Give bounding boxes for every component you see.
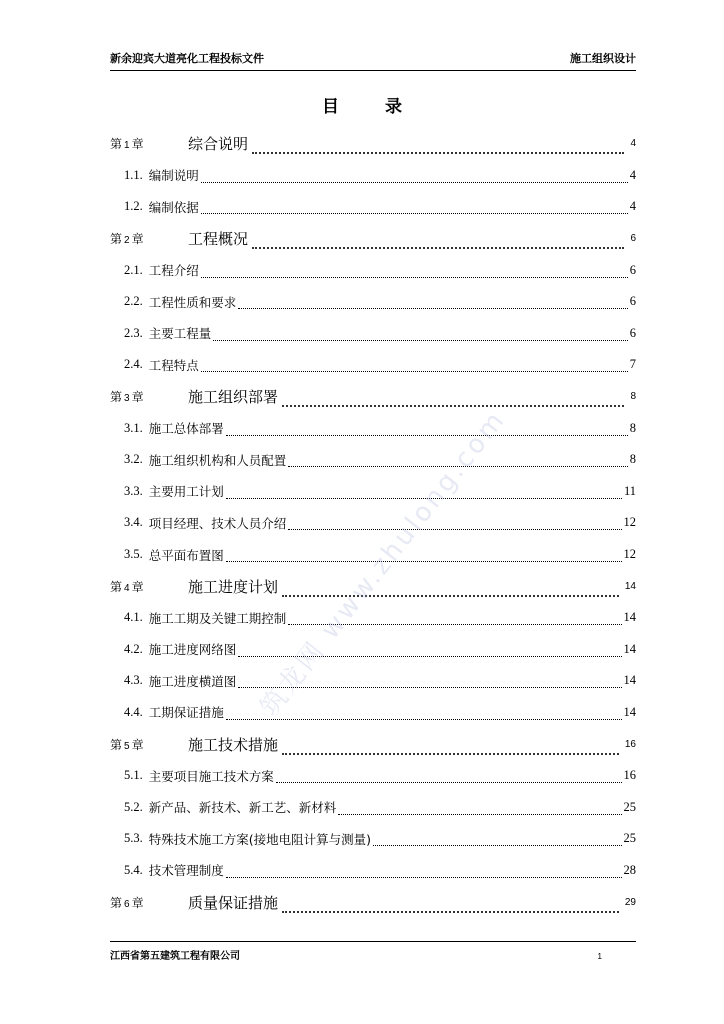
chapter-page: 4 xyxy=(630,138,636,150)
chapter-suffix: 章 xyxy=(131,232,144,247)
dot-leader xyxy=(201,203,628,214)
section-title: 新产品、新技术、新工艺、新材料 xyxy=(148,800,337,816)
chapter-prefix: 第 xyxy=(110,895,123,910)
section-number: 4.3. xyxy=(124,673,143,688)
section-page: 25 xyxy=(623,799,636,814)
section-title: 施工总体部署 xyxy=(148,421,224,437)
section-page: 11 xyxy=(623,483,636,498)
chapter-page: 29 xyxy=(624,896,636,908)
section-title: 主要项目施工技术方案 xyxy=(148,768,274,784)
footer-company: 江西省第五建筑工程有限公司 xyxy=(110,951,240,962)
chapter-suffix: 章 xyxy=(131,390,144,405)
toc-section-entry[interactable] xyxy=(110,507,636,539)
chapter-suffix: 章 xyxy=(131,737,144,752)
chapter-prefix: 第 xyxy=(110,137,123,152)
section-number: 5.4. xyxy=(124,862,143,877)
chapter-prefix: 第 xyxy=(110,390,123,405)
dot-leader xyxy=(226,709,622,720)
table-of-contents xyxy=(110,128,636,918)
toc-section-entry[interactable] xyxy=(110,476,636,508)
toc-section-entry[interactable] xyxy=(110,760,636,792)
dot-leader xyxy=(282,392,624,407)
toc-chapter-entry[interactable] xyxy=(110,886,636,918)
section-title: 主要用工计划 xyxy=(148,484,224,500)
toc-title: 目 录 xyxy=(322,97,422,117)
watermark-text: 筑龙网 www.zhulong.com xyxy=(254,404,512,723)
toc-chapter-entry[interactable] xyxy=(110,570,636,602)
dot-leader xyxy=(238,677,621,688)
section-page: 4 xyxy=(629,199,636,214)
section-title: 施工工期及关键工期控制 xyxy=(148,610,287,626)
section-number: 3.3. xyxy=(124,483,143,498)
page-header xyxy=(110,50,636,71)
section-title: 工期保证措施 xyxy=(148,705,224,721)
dot-leader xyxy=(252,139,624,154)
section-page: 14 xyxy=(623,641,636,656)
dot-leader xyxy=(226,425,628,436)
header-section-title: 施工组织设计 xyxy=(570,52,636,65)
section-number: 3.4. xyxy=(124,515,143,530)
dot-leader xyxy=(201,172,628,183)
toc-section-entry[interactable] xyxy=(110,191,636,223)
section-page: 14 xyxy=(623,673,636,688)
section-title: 主要工程量 xyxy=(148,326,212,342)
chapter-title: 施工进度计划 xyxy=(188,577,279,596)
chapter-num: 4 xyxy=(124,582,130,594)
dot-leader xyxy=(288,519,621,530)
section-page: 8 xyxy=(629,420,636,435)
chapter-page: 8 xyxy=(630,391,636,403)
dot-leader xyxy=(226,551,622,562)
section-page: 28 xyxy=(623,862,636,877)
chapter-num: 3 xyxy=(124,393,130,405)
section-title: 技术管理制度 xyxy=(148,863,224,879)
section-page: 14 xyxy=(623,610,636,625)
section-number: 4.1. xyxy=(124,610,143,625)
section-number: 2.2. xyxy=(124,294,143,309)
toc-section-entry[interactable] xyxy=(110,318,636,350)
section-title: 施工组织机构和人员配置 xyxy=(148,452,287,468)
section-title: 施工进度横道图 xyxy=(148,673,237,689)
section-page: 4 xyxy=(629,167,636,182)
section-title: 特殊技术施工方案(接地电阻计算与测量) xyxy=(148,831,372,847)
chapter-title: 工程概况 xyxy=(188,230,249,249)
dot-leader xyxy=(338,804,621,815)
section-title: 编制依据 xyxy=(148,199,199,215)
toc-chapter-entry[interactable] xyxy=(110,223,636,255)
dot-leader xyxy=(282,740,619,755)
chapter-suffix: 章 xyxy=(131,579,144,594)
chapter-suffix: 章 xyxy=(131,895,144,910)
chapter-title: 施工组织部署 xyxy=(188,388,279,407)
toc-chapter-entry[interactable] xyxy=(110,728,636,760)
dot-leader xyxy=(238,298,627,309)
toc-chapter-entry[interactable] xyxy=(110,381,636,413)
section-title: 工程性质和要求 xyxy=(148,294,237,310)
dot-leader xyxy=(252,234,624,249)
chapter-prefix: 第 xyxy=(110,737,123,752)
dot-leader xyxy=(213,330,627,341)
toc-chapter-entry[interactable] xyxy=(110,128,636,160)
dot-leader xyxy=(276,772,622,783)
header-doc-title: 新余迎宾大道亮化工程投标文件 xyxy=(110,52,264,65)
footer-page-number: 1 xyxy=(597,952,602,961)
section-number: 3.1. xyxy=(124,420,143,435)
section-number: 1.2. xyxy=(124,199,143,214)
chapter-number xyxy=(110,230,188,247)
dot-leader xyxy=(238,646,621,657)
dot-leader xyxy=(226,488,622,499)
chapter-number xyxy=(110,388,188,405)
chapter-num: 2 xyxy=(124,235,130,247)
toc-section-entry[interactable] xyxy=(110,697,636,729)
section-title: 项目经理、技术人员介绍 xyxy=(148,515,287,531)
section-page: 7 xyxy=(629,357,636,372)
dot-leader xyxy=(373,835,621,846)
section-number: 4.2. xyxy=(124,641,143,656)
toc-section-entry[interactable] xyxy=(110,539,636,571)
section-number: 5.3. xyxy=(124,831,143,846)
section-title: 工程特点 xyxy=(148,357,199,373)
toc-section-entry[interactable] xyxy=(110,791,636,823)
section-number: 2.1. xyxy=(124,262,143,277)
toc-section-entry[interactable] xyxy=(110,254,636,286)
chapter-number xyxy=(110,135,188,152)
toc-section-entry[interactable] xyxy=(110,412,636,444)
section-page: 6 xyxy=(629,294,636,309)
toc-section-entry[interactable] xyxy=(110,444,636,476)
chapter-page: 16 xyxy=(624,738,636,750)
chapter-number xyxy=(110,894,188,911)
dot-leader xyxy=(226,867,622,878)
toc-section-entry[interactable] xyxy=(110,160,636,192)
section-page: 6 xyxy=(629,262,636,277)
chapter-page: 6 xyxy=(630,233,636,245)
toc-section-entry[interactable] xyxy=(110,602,636,634)
section-page: 8 xyxy=(629,452,636,467)
section-title: 施工进度网络图 xyxy=(148,642,237,658)
section-page: 12 xyxy=(623,515,636,530)
section-number: 2.3. xyxy=(124,325,143,340)
section-page: 25 xyxy=(623,831,636,846)
chapter-prefix: 第 xyxy=(110,579,123,594)
chapter-suffix: 章 xyxy=(131,137,144,152)
section-title: 总平面布置图 xyxy=(148,547,224,563)
section-page: 14 xyxy=(623,704,636,719)
dot-leader xyxy=(201,267,628,278)
chapter-title: 综合说明 xyxy=(188,135,249,154)
section-number: 2.4. xyxy=(124,357,143,372)
page-footer xyxy=(110,941,636,968)
section-page: 16 xyxy=(623,768,636,783)
toc-section-entry[interactable] xyxy=(110,349,636,381)
chapter-title: 质量保证措施 xyxy=(188,893,279,912)
chapter-prefix: 第 xyxy=(110,232,123,247)
section-title: 编制说明 xyxy=(148,168,199,184)
chapter-number xyxy=(110,736,188,753)
toc-section-entry[interactable] xyxy=(110,823,636,855)
dot-leader xyxy=(288,456,627,467)
chapter-num: 1 xyxy=(124,140,130,152)
chapter-num: 5 xyxy=(124,740,130,752)
section-number: 1.1. xyxy=(124,167,143,182)
section-page: 6 xyxy=(629,325,636,340)
section-number: 5.1. xyxy=(124,768,143,783)
section-number: 3.5. xyxy=(124,547,143,562)
toc-section-entry[interactable] xyxy=(110,634,636,666)
section-number: 3.2. xyxy=(124,452,143,467)
dot-leader xyxy=(282,582,619,597)
toc-section-entry[interactable] xyxy=(110,855,636,887)
chapter-page: 14 xyxy=(624,580,636,592)
chapter-number xyxy=(110,578,188,595)
chapter-num: 6 xyxy=(124,898,130,910)
dot-leader xyxy=(288,614,621,625)
section-number: 5.2. xyxy=(124,799,143,814)
section-number: 4.4. xyxy=(124,704,143,719)
toc-section-entry[interactable] xyxy=(110,286,636,318)
section-title: 工程介绍 xyxy=(148,263,199,279)
dot-leader xyxy=(201,361,628,372)
chapter-title: 施工技术措施 xyxy=(188,735,279,754)
section-page: 12 xyxy=(623,547,636,562)
dot-leader xyxy=(282,898,619,913)
toc-section-entry[interactable] xyxy=(110,665,636,697)
